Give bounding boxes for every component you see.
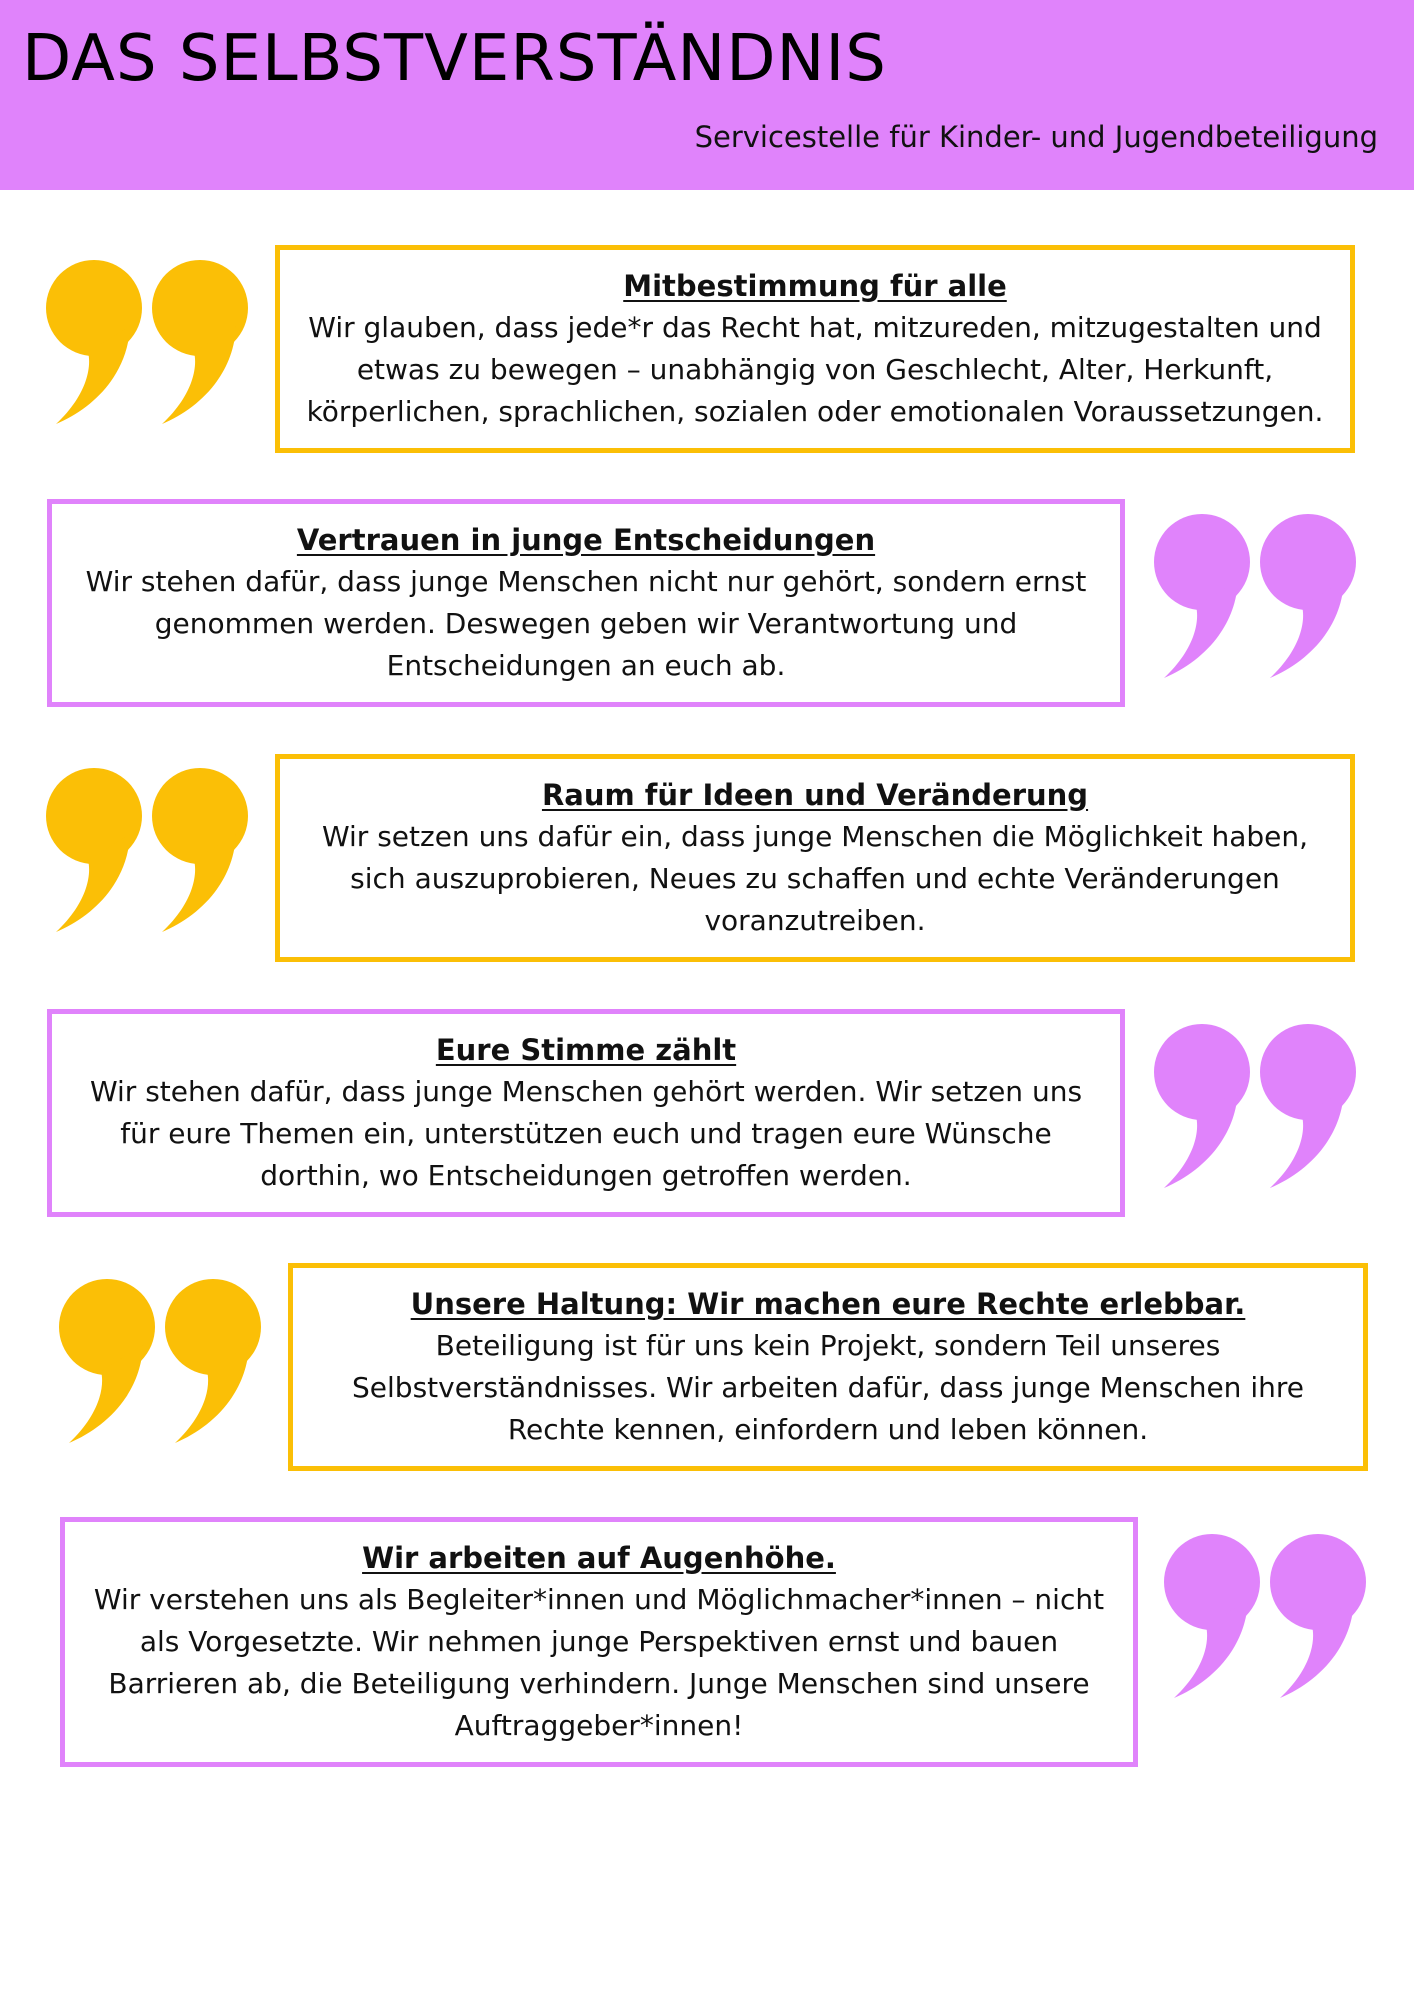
page-title: DAS SELBSTVERSTÄNDNIS [22,22,887,96]
card-text: Wir stehen dafür, dass junge Menschen nicht nur gehört, sondern ernst genommen werden. Deswegen geben wir Verantwortung und Entscheidungen an euch ab. [85,565,1087,682]
page-subtitle: Servicestelle für Kinder- und Jugendbeteiligung [694,120,1378,154]
value-card-unsere-haltung [288,1263,1368,1471]
quote-marks-icon [42,256,252,431]
quote-marks-icon [1160,1530,1370,1705]
card-title: Mitbestimmung für alle [623,269,1007,303]
value-card-raum-fuer-ideen [275,754,1355,962]
value-card-eure-stimme [47,1009,1125,1217]
card-text: Wir glauben, dass jede*r das Recht hat, mitzureden, mitzugestalten und etwas zu bewegen – unabhängig von Geschlecht, Alter, Herkunft, körperlichen, sprachlichen, sozialen oder emotionalen Voraussetzungen. [306,311,1324,428]
card-title: Wir arbeiten auf Augenhöhe. [362,1541,836,1575]
quote-marks-icon [1150,1020,1360,1195]
card-title: Eure Stimme zählt [435,1033,737,1067]
card-title: Raum für Ideen und Veränderung [541,778,1089,812]
value-card-augenhoehe [60,1517,1138,1767]
quote-marks-icon [55,1275,265,1450]
quote-marks-icon [1150,510,1360,685]
card-title: Vertrauen in junge Entscheidungen [296,523,876,557]
value-card-vertrauen [47,499,1125,707]
card-title: Unsere Haltung: Wir machen eure Rechte erlebbar. [410,1287,1246,1321]
card-text: Wir stehen dafür, dass junge Menschen gehört werden. Wir setzen uns für eure Themen ein, unterstützen euch und tragen eure Wünsche dorthin, wo Entscheidungen getroffen werden. [89,1075,1083,1192]
value-card-mitbestimmung [275,245,1355,453]
card-text: Wir verstehen uns als Begleiter*innen und Möglichmacher*innen – nicht als Vorgesetzte. Wir nehmen junge Perspektiven ernst und bauen Barrieren ab, die Beteiligung verhindern. Junge Menschen sind unsere Auftraggeber*innen! [93,1583,1105,1742]
quote-marks-icon [42,764,252,939]
card-text: Beteiligung ist für uns kein Projekt, sondern Teil unseres Selbstverständnisses. Wir arbeiten dafür, dass junge Menschen ihre Rechte kennen, einfordern und leben können. [352,1329,1304,1446]
card-text: Wir setzen uns dafür ein, dass junge Menschen die Möglichkeit haben, sich auszuprobieren, Neues zu schaffen und echte Veränderungen voranzutreiben. [321,820,1309,937]
header-banner [0,0,1414,190]
